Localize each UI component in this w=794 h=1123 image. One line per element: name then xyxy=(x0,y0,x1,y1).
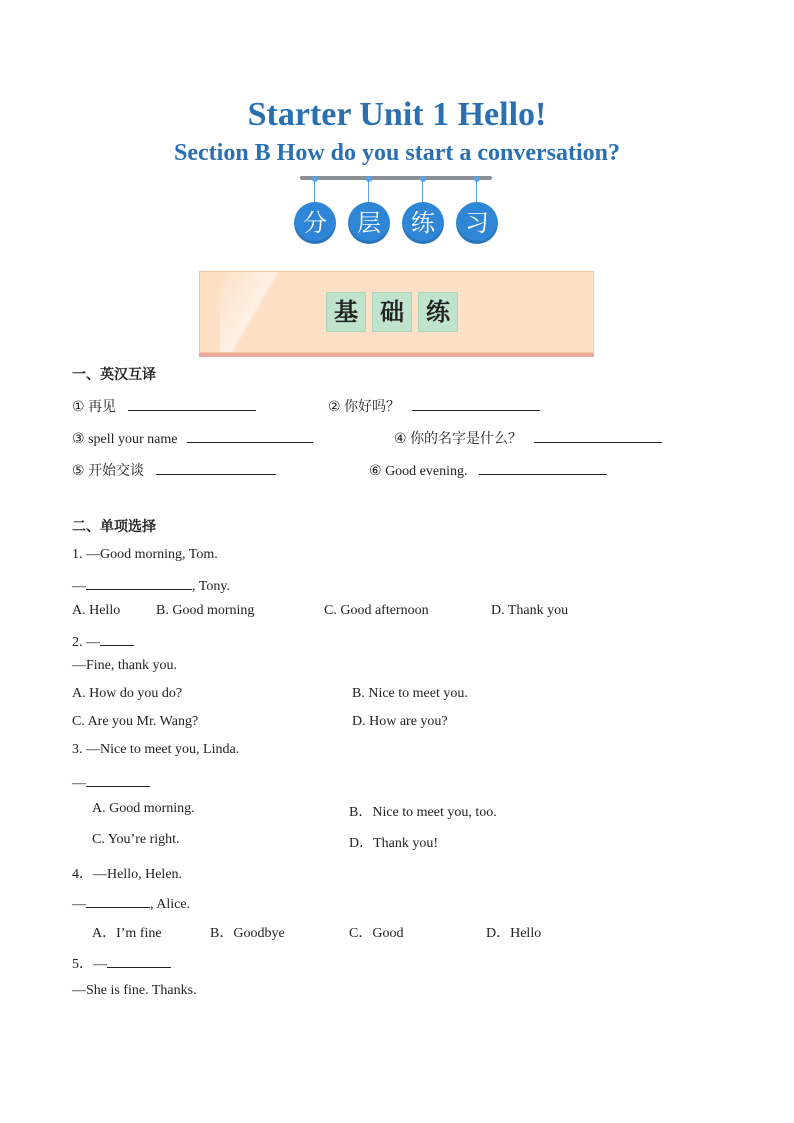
question-stem: 4．—Hello, Helen. xyxy=(72,867,183,882)
knot xyxy=(474,176,480,182)
answer-blank[interactable] xyxy=(86,575,192,590)
badge-char: 层 xyxy=(348,202,390,244)
option[interactable]: C．Good xyxy=(349,926,404,941)
translation-item xyxy=(72,460,276,480)
banner-chars xyxy=(326,292,458,332)
question-stem: 3. —Nice to meet you, Linda. xyxy=(72,742,240,757)
knot xyxy=(366,176,372,182)
translation-item xyxy=(72,428,313,448)
option[interactable]: B. Nice to meet you. xyxy=(352,686,468,701)
translation-item xyxy=(328,396,540,416)
item-text: 你好吗？ xyxy=(344,399,401,415)
item-number: ② xyxy=(328,399,341,415)
reply-text: , Alice. xyxy=(150,897,191,912)
translation-item xyxy=(369,460,607,480)
option[interactable]: D．Thank you! xyxy=(349,836,439,851)
item-number: ④ xyxy=(394,431,407,447)
string xyxy=(476,178,477,202)
banner-shine xyxy=(220,272,290,352)
page-subtitle: Section B How do you start a conversation? xyxy=(174,140,620,166)
section-heading: 一、英汉互译 xyxy=(72,367,156,383)
page-title: Starter Unit 1 Hello! xyxy=(247,96,547,133)
question-reply: — , Tony. xyxy=(72,575,230,595)
reply-text: , Tony. xyxy=(192,579,230,594)
option[interactable]: D. Thank you xyxy=(491,603,569,618)
item-text: 再见 xyxy=(88,399,117,415)
answer-blank[interactable] xyxy=(100,631,134,646)
item-text: spell your name xyxy=(88,432,178,447)
banner-char: 练 xyxy=(418,292,458,332)
option[interactable]: B．Nice to meet you, too. xyxy=(349,805,497,820)
item-text: 你的名字是什么？ xyxy=(410,431,523,447)
option[interactable]: C. You’re right. xyxy=(92,832,180,847)
question-stem: 1. —Good morning, Tom. xyxy=(72,547,218,562)
string xyxy=(314,178,315,202)
string xyxy=(422,178,423,202)
answer-blank[interactable] xyxy=(479,460,607,475)
item-number: ⑤ xyxy=(72,463,85,479)
option[interactable]: D. How are you? xyxy=(352,714,448,729)
answer-blank[interactable] xyxy=(86,772,150,787)
badge-char: 练 xyxy=(402,202,444,244)
option[interactable]: D．Hello xyxy=(486,926,542,941)
level-banner xyxy=(199,271,594,353)
option[interactable]: A. Good morning. xyxy=(92,801,195,816)
question-reply: —She is fine. Thanks. xyxy=(72,983,197,998)
stem-text: 2. — xyxy=(72,635,100,650)
question-stem xyxy=(72,631,134,651)
section-heading: 二、单项选择 xyxy=(72,519,156,535)
option[interactable]: C. Are you Mr. Wang? xyxy=(72,714,199,729)
answer-blank[interactable] xyxy=(128,396,256,411)
item-text: 开始交谈 xyxy=(88,463,145,479)
string xyxy=(368,178,369,202)
translation-item xyxy=(72,396,256,416)
badge-char: 分 xyxy=(294,202,336,244)
banner-char: 基 xyxy=(326,292,366,332)
badge-char: 习 xyxy=(456,202,498,244)
answer-blank[interactable] xyxy=(86,893,150,908)
question-reply: — xyxy=(72,772,150,792)
translation-item xyxy=(394,428,662,448)
answer-blank[interactable] xyxy=(187,428,313,443)
answer-blank[interactable] xyxy=(156,460,276,475)
option[interactable]: A．I’m fine xyxy=(92,926,162,941)
hanger-bar xyxy=(300,176,492,180)
item-text: Good evening. xyxy=(385,464,468,479)
option[interactable]: A. How do you do? xyxy=(72,686,183,701)
option[interactable]: C. Good afternoon xyxy=(324,603,429,618)
option[interactable]: B．Goodbye xyxy=(210,926,285,941)
answer-blank[interactable] xyxy=(107,953,171,968)
question-reply: —Fine, thank you. xyxy=(72,658,177,673)
knot xyxy=(420,176,426,182)
answer-blank[interactable] xyxy=(534,428,662,443)
item-number: ① xyxy=(72,399,85,415)
knot xyxy=(312,176,318,182)
item-number: ③ xyxy=(72,431,85,447)
answer-blank[interactable] xyxy=(412,396,540,411)
question-stem xyxy=(72,953,171,973)
banner-char: 础 xyxy=(372,292,412,332)
practice-badge xyxy=(300,176,492,248)
stem-text: 5．— xyxy=(72,957,107,972)
question-reply: — , Alice. xyxy=(72,893,190,913)
option[interactable]: A. Hello xyxy=(72,603,121,618)
item-number: ⑥ xyxy=(369,463,382,479)
option[interactable]: B. Good morning xyxy=(156,603,255,618)
